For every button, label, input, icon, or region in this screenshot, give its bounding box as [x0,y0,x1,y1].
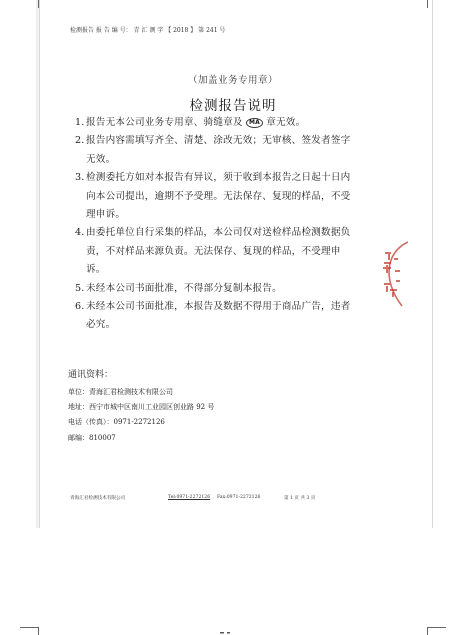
term-item [75,280,355,298]
postcode-value: 810007 [89,433,116,442]
crop-mark [427,0,428,8]
seal-stamp-graphic [378,240,408,310]
footer-page-number: 第 1 页 共 3 页 [284,496,316,501]
term-text-suffix: 章无效。 [266,117,306,128]
term-number: 5. [75,282,85,294]
term-item [75,169,355,224]
term-text: 报告内容需填写齐全、清楚、涂改无效；无审核、签发者签字无效。 [86,135,351,165]
phone-label: 电话（传真）： [68,418,114,427]
unit-value: 青海汇君检测技术有限公司 [89,388,173,396]
term-number: 4. [75,227,85,239]
cma-mark-icon: MA [246,118,263,128]
contact-address [68,400,368,415]
term-item [75,224,355,279]
report-number-header: 检测报告 报 告 编 号： 青 汇 测 字 【 2018 】 第 241 号 [70,27,226,34]
contact-unit [68,385,368,400]
contact-info [68,367,368,446]
footer-fax: Fax:0971-2272126 [217,495,261,500]
term-number: 6. [75,301,85,313]
crop-mark [427,627,428,635]
term-item [75,114,355,132]
term-number: 2. [75,135,85,147]
contact-heading: 通讯资料： [68,370,114,380]
term-text: 未经本公司书面批准，不得部分复制本报告。 [86,282,282,294]
phone-value: 0971-2272126 [113,418,165,427]
stamp-note: （加盖业务专用章） [187,75,278,86]
term-text: 报告无本公司业务专用章、骑缝章及 [86,117,243,128]
crop-mark [20,627,38,628]
term-number: 3. [75,172,85,184]
unit-label: 单位： [68,388,89,396]
crop-mark [38,0,39,8]
postcode-label: 邮编： [68,433,89,442]
term-text: 检测委托方如对本报告有异议，须于收到本报告之日起十日内向本公司提出，逾期不予受理。无法保存、复现的样品，不受理申诉。 [86,172,351,221]
term-text: 由委托单位自行采集的样品，本公司仅对送检样品检测数据负责，不对样品来源负责。无法保存、复现的样品，不受理申诉。 [86,227,351,276]
crop-mark [38,627,39,635]
term-text: 未经本公司书面批准，本报告及数据不得用于商品广告，违者必究。 [86,301,351,331]
contact-postcode [68,431,368,446]
crop-mark [428,627,446,628]
address-label: 地址： [68,403,89,412]
term-item [75,298,355,335]
footer-company: 青海汇君检测技术有限公司 [70,496,126,501]
terms-list [75,114,355,335]
term-item [75,132,355,169]
contact-phone [68,415,368,430]
seal-stamp-icon [378,240,408,310]
scan-artifact [218,631,248,635]
address-value: 西宁市城中区南川工业园区创业路 92 号 [89,403,215,412]
term-number: 1. [75,117,85,128]
footer-tel: Tel:0971-2272126 [168,495,211,500]
page-title: 检测报告说明 [189,98,277,114]
